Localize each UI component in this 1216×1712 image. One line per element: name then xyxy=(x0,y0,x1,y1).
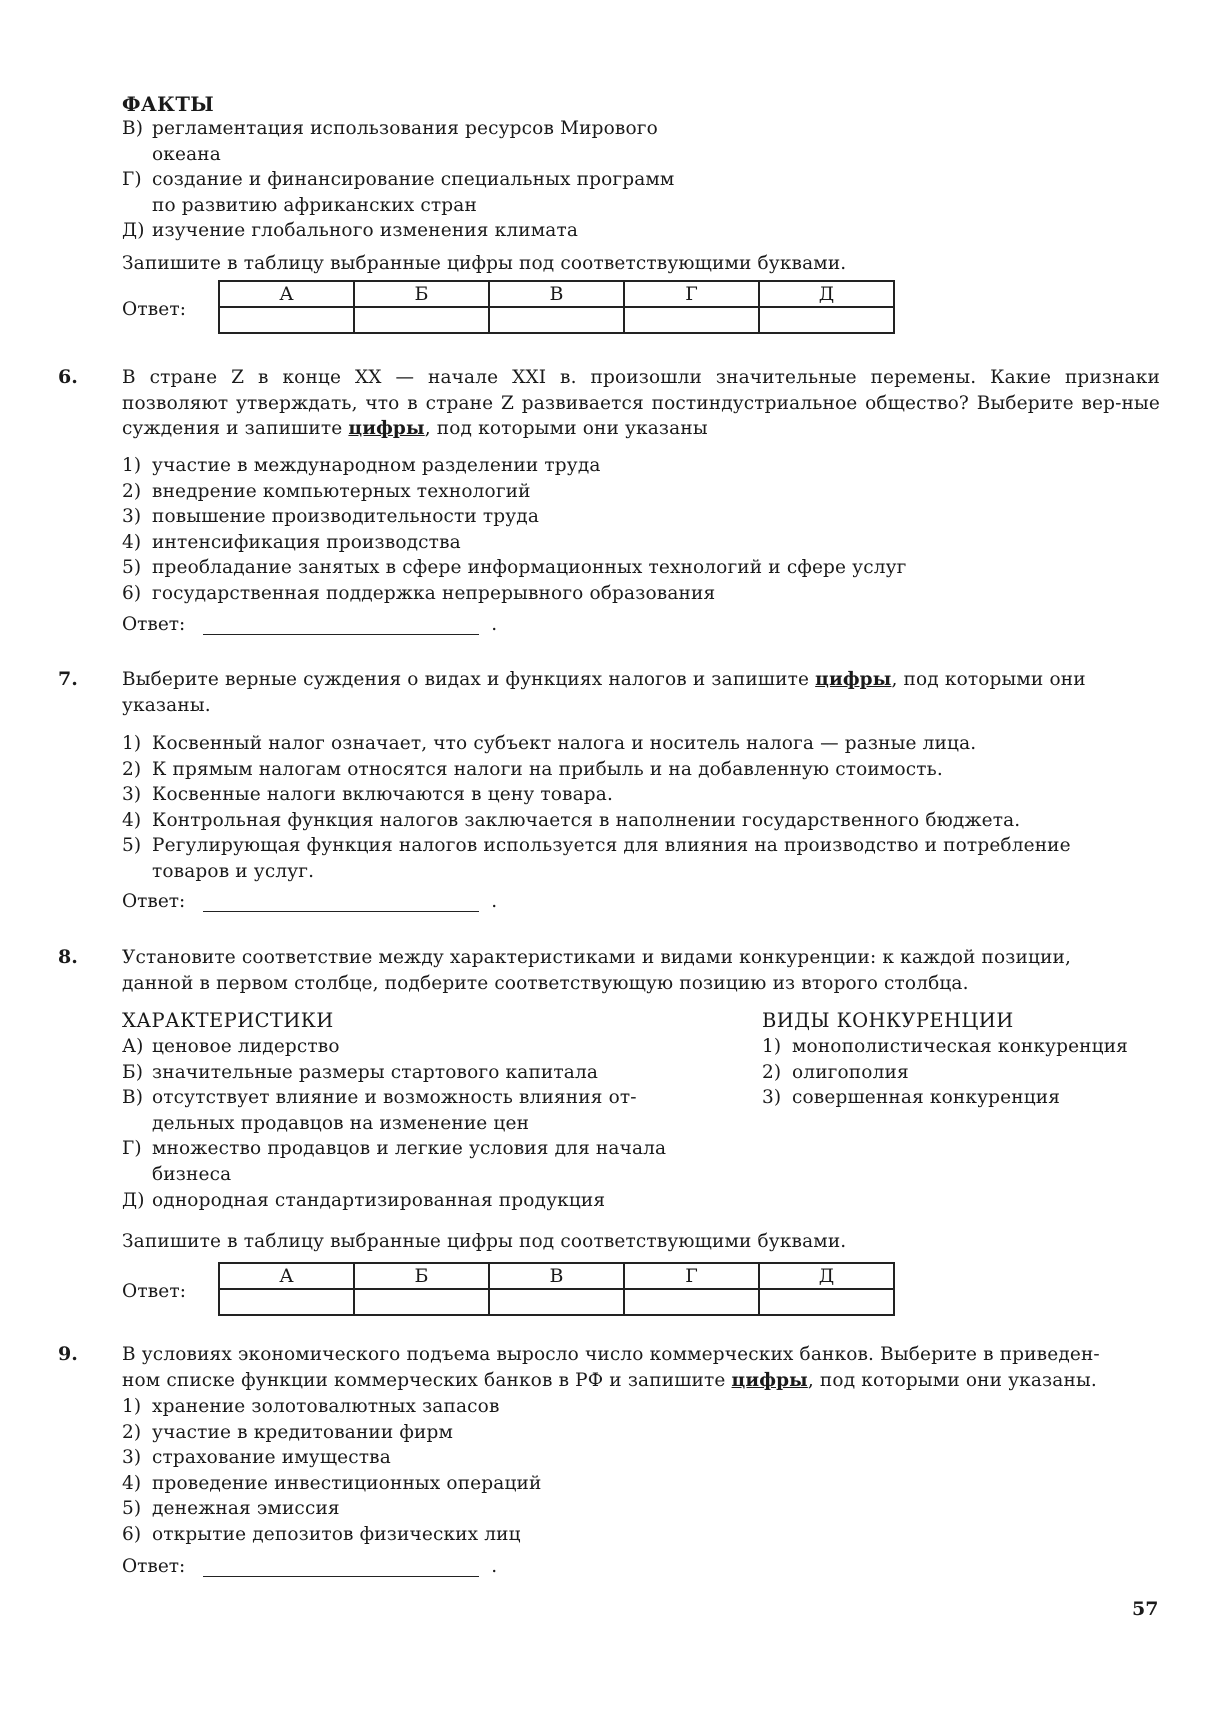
q7-answer-label: Ответ: xyxy=(122,891,186,912)
option-item xyxy=(122,504,907,530)
table-header-cell: Г xyxy=(624,1263,759,1289)
option-text: Регулирующая функция налогов используется для влияния на производство и потребление xyxy=(152,835,1071,857)
competition-type-item xyxy=(762,1034,1128,1060)
table-header-cell: Д xyxy=(759,1263,894,1289)
option-item xyxy=(122,731,1071,757)
item-label: Д) xyxy=(122,1189,145,1211)
item-text-cont: бизнеса xyxy=(152,1163,232,1185)
answer-cell[interactable] xyxy=(624,307,759,333)
option-text: проведение инвестиционных операций xyxy=(152,1472,542,1494)
option-number: 5) xyxy=(122,1498,142,1520)
answer-cell[interactable] xyxy=(759,307,894,333)
q8-prompt-line2: данной в первом столбце, подберите соответствующую позицию из второго столбца. xyxy=(122,972,969,994)
item-number: 1) xyxy=(762,1036,782,1057)
option-item xyxy=(122,757,1071,783)
option-number: 6) xyxy=(122,1523,142,1545)
answer-cell[interactable] xyxy=(219,307,354,333)
q7-prompt-line2: указаны. xyxy=(122,694,211,716)
item-text: ценовое лидерство xyxy=(152,1036,340,1057)
option-number: 6) xyxy=(122,582,142,604)
answer-cell[interactable] xyxy=(624,1289,759,1315)
q9-prompt-line1: В условиях экономического подъема выросло число коммерческих банков. Выберите в приведен- xyxy=(122,1344,1100,1365)
option-text: Косвенный налог означает, что субъект налога и носитель налога — разные лица. xyxy=(152,733,977,754)
q9-keyword: цифры xyxy=(731,1369,808,1391)
answer-cell[interactable] xyxy=(354,307,489,333)
item-label: В) xyxy=(122,1087,144,1109)
period-mark: . xyxy=(491,1556,498,1577)
item-text: значительные размеры стартового капитала xyxy=(152,1061,599,1083)
q8-instruction: Запишите в таблицу выбранные цифры под соответствующими буквами. xyxy=(122,1231,847,1252)
answer-cell[interactable] xyxy=(759,1289,894,1315)
table-header-cell: А xyxy=(219,281,354,307)
question-number-8: 8. xyxy=(58,946,78,968)
option-item xyxy=(122,782,1071,808)
option-item xyxy=(122,808,1071,834)
fact-text: изучение глобального изменения климата xyxy=(152,220,579,242)
q9-prompt-start: ном списке функции коммерческих банков в РФ и запишите xyxy=(122,1369,726,1391)
q5-answer-table xyxy=(218,280,895,334)
answer-cell[interactable] xyxy=(354,1289,489,1315)
q9-answer xyxy=(122,1556,497,1577)
option-text: хранение золотовалютных запасов xyxy=(152,1396,500,1417)
option-number: 4) xyxy=(122,809,142,831)
q6-answer-label: Ответ: xyxy=(122,614,186,635)
table-header-cell: А xyxy=(219,1263,354,1289)
q7-prompt-line1 xyxy=(122,667,1160,693)
q8-prompt xyxy=(122,945,1071,996)
q6-answer xyxy=(122,614,497,635)
facts-list xyxy=(122,116,722,244)
competition-type-item xyxy=(762,1060,1128,1086)
period-mark: . xyxy=(491,614,498,635)
option-text: государственная поддержка непрерывного образования xyxy=(152,582,716,604)
option-item xyxy=(122,453,907,479)
option-text: участие в кредитовании фирм xyxy=(152,1421,454,1443)
option-number: 3) xyxy=(122,784,142,806)
item-number: 3) xyxy=(762,1087,782,1109)
fact-text-cont: по развитию африканских стран xyxy=(152,194,477,216)
q8-answer-table-input-row xyxy=(219,1289,894,1315)
fact-item-d xyxy=(122,218,722,244)
table-header-cell: Д xyxy=(759,281,894,307)
q8-answer-table-header xyxy=(219,1263,894,1289)
question-number-9: 9. xyxy=(58,1343,78,1365)
q9-answer-line[interactable] xyxy=(203,1556,479,1577)
table-header-cell: В xyxy=(489,281,624,307)
option-text: участие в международном разделении труда xyxy=(152,455,601,476)
option-item xyxy=(122,530,907,556)
q9-options xyxy=(122,1394,541,1548)
item-text: совершенная конкуренция xyxy=(792,1087,1061,1109)
q6-options xyxy=(122,453,907,607)
q9-prompt-line2 xyxy=(122,1368,1100,1394)
option-text: страхование имущества xyxy=(152,1447,391,1469)
q7-prompt-start: Выберите верные суждения о видах и функциях налогов и запишите xyxy=(122,669,810,690)
option-text: открытие депозитов физических лиц xyxy=(152,1523,521,1545)
q8-answer-table xyxy=(218,1262,895,1316)
question-number-7: 7. xyxy=(58,668,78,690)
item-label: Г) xyxy=(122,1138,142,1160)
characteristic-item xyxy=(122,1085,722,1111)
fact-item-v xyxy=(122,116,722,142)
option-number: 1) xyxy=(122,1396,142,1417)
option-text: повышение производительности труда xyxy=(152,506,540,528)
option-item xyxy=(122,1420,541,1446)
q7-prompt xyxy=(122,667,1160,718)
characteristics-heading: ХАРАКТЕРИСТИКИ xyxy=(122,1009,334,1032)
question-number-6: 6. xyxy=(58,366,78,388)
fact-item-g xyxy=(122,167,722,193)
q5-answer-label: Ответ: xyxy=(122,299,187,320)
q9-prompt xyxy=(122,1342,1100,1393)
q5-answer-table-input-row xyxy=(219,307,894,333)
fact-text: создание и финансирование специальных программ xyxy=(152,169,675,191)
option-item xyxy=(122,1522,541,1548)
q9-answer-label: Ответ: xyxy=(122,1556,186,1577)
q7-answer-line[interactable] xyxy=(203,891,479,912)
q8-answer-label: Ответ: xyxy=(122,1281,187,1302)
option-number: 1) xyxy=(122,733,142,754)
item-text: однородная стандартизированная продукция xyxy=(152,1189,606,1211)
option-number: 5) xyxy=(122,835,142,857)
option-text: Контрольная функция налогов заключается в наполнении государственного бюджета. xyxy=(152,809,1021,831)
item-label: А) xyxy=(122,1036,144,1057)
option-number: 5) xyxy=(122,557,142,579)
competition-types-heading: ВИДЫ КОНКУРЕНЦИИ xyxy=(762,1009,1014,1032)
option-text: интенсификация производства xyxy=(152,531,461,553)
fact-label: В) xyxy=(122,118,144,139)
option-item xyxy=(122,1471,541,1497)
option-item xyxy=(122,1496,541,1522)
fact-text-cont: океана xyxy=(152,143,221,165)
option-item xyxy=(122,479,907,505)
item-text: олигополия xyxy=(792,1061,909,1083)
q6-prompt xyxy=(122,365,1160,442)
q6-prompt-end: , под которыми они указаны xyxy=(424,418,708,440)
answer-cell[interactable] xyxy=(489,307,624,333)
table-header-cell: Г xyxy=(624,281,759,307)
option-item xyxy=(122,1394,541,1420)
option-number: 3) xyxy=(122,506,142,528)
option-number: 4) xyxy=(122,1472,142,1494)
option-item xyxy=(122,581,907,607)
answer-cell[interactable] xyxy=(219,1289,354,1315)
q7-keyword: цифры xyxy=(815,669,892,690)
table-header-cell: Б xyxy=(354,1263,489,1289)
option-item xyxy=(122,833,1071,859)
option-text-cont: товаров и услуг. xyxy=(152,860,315,882)
q7-options xyxy=(122,731,1071,885)
option-text: Косвенные налоги включаются в цену товара. xyxy=(152,784,614,806)
item-text: монополистическая конкуренция xyxy=(792,1036,1129,1057)
fact-text: регламентация использования ресурсов Мирового xyxy=(152,118,658,139)
table-header-cell: Б xyxy=(354,281,489,307)
period-mark: . xyxy=(491,891,498,912)
item-text: множество продавцов и легкие условия для начала xyxy=(152,1138,667,1160)
item-number: 2) xyxy=(762,1061,782,1083)
characteristic-item xyxy=(122,1188,722,1214)
option-number: 2) xyxy=(122,1421,142,1443)
q5-instruction: Запишите в таблицу выбранные цифры под соответствующими буквами. xyxy=(122,253,847,274)
option-text: денежная эмиссия xyxy=(152,1498,340,1520)
option-text: внедрение компьютерных технологий xyxy=(152,480,531,502)
q5-answer-table-header xyxy=(219,281,894,307)
option-item xyxy=(122,555,907,581)
page-number: 57 xyxy=(1132,1598,1159,1620)
table-header-cell: В xyxy=(489,1263,624,1289)
q6-answer-line[interactable] xyxy=(203,614,479,635)
option-number: 3) xyxy=(122,1447,142,1469)
fact-label: Г) xyxy=(122,169,142,191)
q6-prompt-text: В стране Z в конце XX — начале XXI в. произошли значительные перемены. Какие признаки позволяют утверждать, что в стране Z развивается постиндустриальное общество? Выберите вер-ные суждения и запишите xyxy=(122,367,1160,440)
option-number: 4) xyxy=(122,531,142,553)
option-number: 1) xyxy=(122,455,142,476)
option-item xyxy=(122,1445,541,1471)
q7-answer xyxy=(122,891,497,912)
item-text-cont: дельных продавцов на изменение цен xyxy=(152,1112,530,1134)
q6-keyword: цифры xyxy=(348,418,425,440)
answer-cell[interactable] xyxy=(489,1289,624,1315)
competition-types-list xyxy=(762,1034,1128,1111)
item-text: отсутствует влияние и возможность влияния от- xyxy=(152,1087,637,1109)
option-text: К прямым налогам относятся налоги на прибыль и на добавленную стоимость. xyxy=(152,758,943,780)
fact-label: Д) xyxy=(122,220,145,242)
q7-prompt-text xyxy=(122,667,1086,693)
characteristic-item xyxy=(122,1060,722,1086)
option-number: 2) xyxy=(122,758,142,780)
competition-type-item xyxy=(762,1085,1128,1111)
characteristic-item xyxy=(122,1136,722,1162)
q9-prompt-end: , под которыми они указаны. xyxy=(807,1369,1097,1391)
q8-prompt-line1: Установите соответствие между характеристиками и видами конкуренции: к каждой позиции, xyxy=(122,947,1072,968)
facts-heading: ФАКТЫ xyxy=(122,93,215,116)
option-text: преобладание занятых в сфере информационных технологий и сфере услуг xyxy=(152,557,907,579)
characteristics-list xyxy=(122,1034,722,1213)
option-number: 2) xyxy=(122,480,142,502)
q7-prompt-end: , под которыми они xyxy=(891,669,1086,690)
characteristic-item xyxy=(122,1034,722,1060)
item-label: Б) xyxy=(122,1061,144,1083)
